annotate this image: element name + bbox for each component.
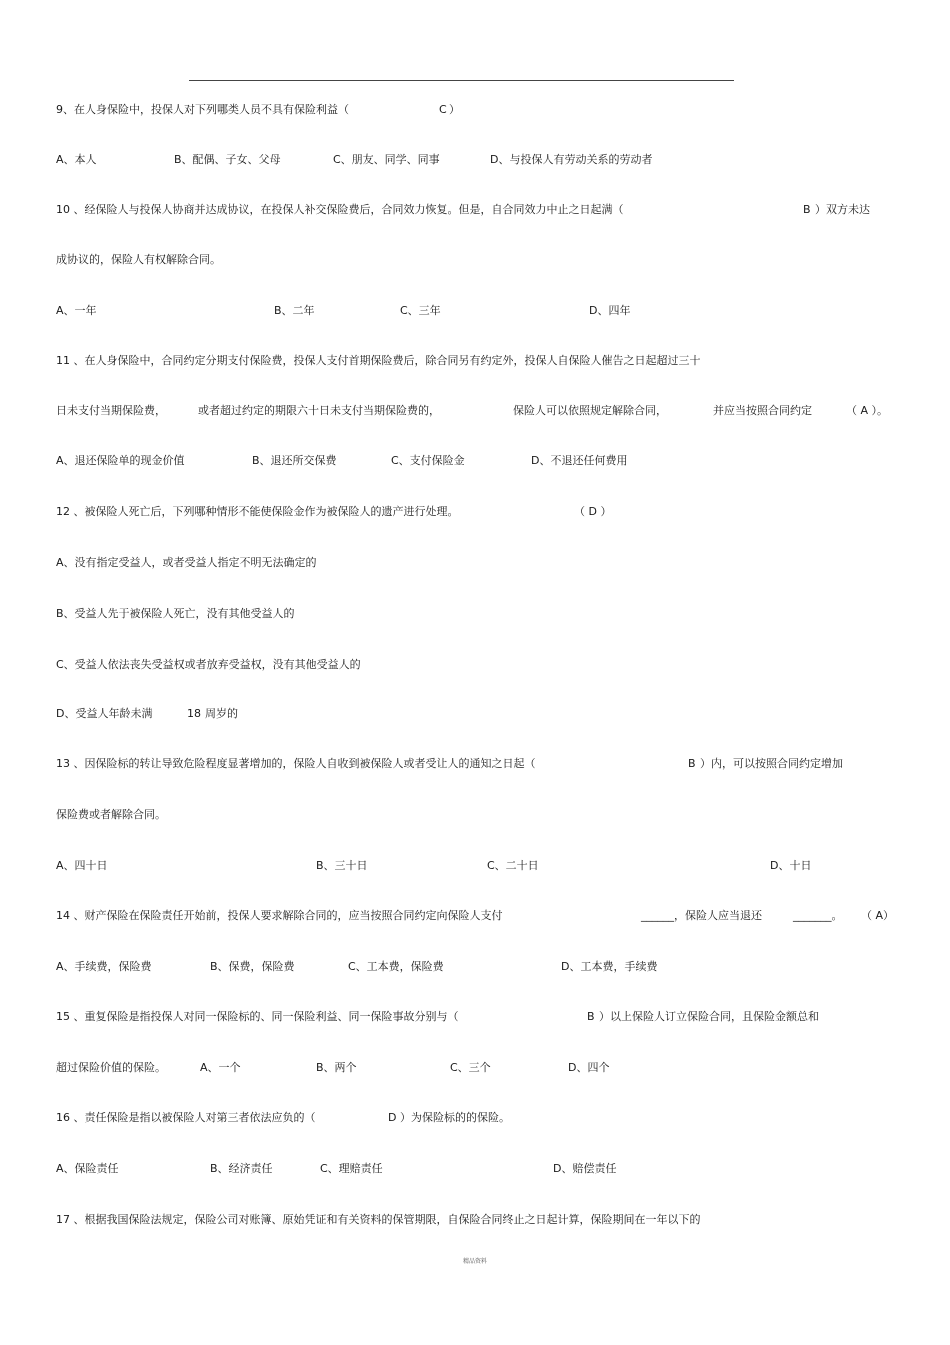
question-12-option-d-prefix: D、受益人年龄未满 xyxy=(56,707,153,720)
question-11-continuation-1: 日未支付当期保险费， xyxy=(56,404,166,417)
question-13-answer: B xyxy=(688,757,696,770)
question-9-option-d: D、与投保人有劳动关系的劳动者 xyxy=(490,153,653,166)
question-11-answer: （ A ）。 xyxy=(846,404,889,417)
question-16-option-c: C、理赔责任 xyxy=(320,1162,383,1175)
question-14-option-d: D、工本费，手续费 xyxy=(561,960,658,973)
question-9-option-a: A、本人 xyxy=(56,153,97,166)
question-9-option-b: B、配偶、子女、父母 xyxy=(174,153,281,166)
question-10-option-c: C、三年 xyxy=(400,304,441,317)
question-13-close: ）内，可以按照合同约定增加 xyxy=(700,757,843,770)
question-9-option-c: C、朋友、同学、同事 xyxy=(333,153,440,166)
question-10-option-a: A、一年 xyxy=(56,304,97,317)
question-12-option-d-suffix: 周岁的 xyxy=(205,707,238,720)
question-16-close: ）为保险标的的保险。 xyxy=(400,1111,510,1124)
question-14-option-c: C、工本费，保险费 xyxy=(348,960,444,973)
question-15-stem: 15 、重复保险是指投保人对同一保险标的、同一保险利益、同一保险事故分别与（ xyxy=(56,1010,459,1023)
question-11-option-a: A、退还保险单的现金价值 xyxy=(56,454,185,467)
question-13-option-b: B、三十日 xyxy=(316,859,368,872)
question-14-stem: 14 、财产保险在保险责任开始前，投保人要求解除合同的，应当按照合同约定向保险人支付 xyxy=(56,909,503,922)
question-14-option-a: A、手续费，保险费 xyxy=(56,960,152,973)
header-rule xyxy=(189,80,734,81)
question-14-option-b: B、保费，保险费 xyxy=(210,960,295,973)
question-13-option-a: A、四十日 xyxy=(56,859,108,872)
question-13-option-c: C、二十日 xyxy=(487,859,539,872)
question-12-option-b: B、受益人先于被保险人死亡，没有其他受益人的 xyxy=(56,607,295,620)
question-10-option-d: D、四年 xyxy=(589,304,631,317)
question-15-close: ）以上保险人订立保险合同，且保险金额总和 xyxy=(599,1010,819,1023)
question-13-stem: 13 、因保险标的转让导致危险程度显著增加的，保险人自收到被保险人或者受让人的通知之日起（ xyxy=(56,757,536,770)
question-16-option-a: A、保险责任 xyxy=(56,1162,119,1175)
question-11-continuation-3: 保险人可以依照规定解除合同， xyxy=(513,404,667,417)
question-11-stem: 11 、在人身保险中，合同约定分期支付保险费，投保人支付首期保险费后，除合同另有约定外，投保人自保险人催告之日起超过三十 xyxy=(56,354,701,367)
question-15-option-d: D、四个 xyxy=(568,1061,610,1074)
question-13-continuation: 保险费或者解除合同。 xyxy=(56,808,166,821)
question-16-answer: D xyxy=(388,1111,397,1124)
question-15-option-a: A、一个 xyxy=(200,1061,241,1074)
question-10-option-b: B、二年 xyxy=(274,304,315,317)
question-10-answer: B xyxy=(803,203,811,216)
question-15-option-b: B、两个 xyxy=(316,1061,357,1074)
question-12-stem: 12 、被保险人死亡后，下列哪种情形不能使保险金作为被保险人的遗产进行处理。 xyxy=(56,505,459,518)
question-14-answer: （ A） xyxy=(861,909,895,922)
question-10-stem: 10 、经保险人与投保人协商并达成协议，在投保人补交保险费后，合同效力恢复。但是，自合同效力中止之日起满（ xyxy=(56,203,624,216)
question-11-continuation-2: 或者超过约定的期限六十日未支付当期保险费的， xyxy=(198,404,440,417)
question-15-answer: B xyxy=(587,1010,595,1023)
question-11-option-d: D、不退还任何费用 xyxy=(531,454,628,467)
question-16-stem: 16 、责任保险是指以被保险人对第三者依法应负的（ xyxy=(56,1111,316,1124)
question-16-option-d: D、赔偿责任 xyxy=(553,1162,617,1175)
question-15-option-c: C、三个 xyxy=(450,1061,491,1074)
question-16-option-b: B、经济责任 xyxy=(210,1162,273,1175)
question-10-close: ）双方未达 xyxy=(815,203,870,216)
question-12-option-c: C、受益人依法丧失受益权或者放弃受益权，没有其他受益人的 xyxy=(56,658,361,671)
question-11-option-c: C、支付保险金 xyxy=(391,454,465,467)
question-9-answer: C xyxy=(439,103,447,116)
question-15-continuation: 超过保险价值的保险。 xyxy=(56,1061,166,1074)
question-14-blank-1: ______，保险人应当退还 xyxy=(641,909,762,922)
page-footer: 精品资料 xyxy=(462,1258,487,1265)
question-17-stem: 17 、根据我国保险法规定，保险公司对账簿、原始凭证和有关资料的保管期限，自保险合同终止之日起计算，保险期间在一年以下的 xyxy=(56,1213,701,1226)
question-14-blank-2: _______。 xyxy=(793,909,843,922)
question-10-continuation: 成协议的，保险人有权解除合同。 xyxy=(56,253,221,266)
question-9-close: ） xyxy=(449,103,460,116)
question-11-option-b: B、退还所交保费 xyxy=(252,454,337,467)
question-13-option-d: D、十日 xyxy=(770,859,812,872)
question-12-answer: （ D ） xyxy=(574,505,612,518)
question-12-option-a: A、没有指定受益人，或者受益人指定不明无法确定的 xyxy=(56,556,317,569)
question-12-option-d-number: 18 xyxy=(187,707,201,720)
question-9-stem: 9、在人身保险中，投保人对下列哪类人员不具有保险利益（ xyxy=(56,103,349,116)
question-11-continuation-4: 并应当按照合同约定 xyxy=(713,404,812,417)
